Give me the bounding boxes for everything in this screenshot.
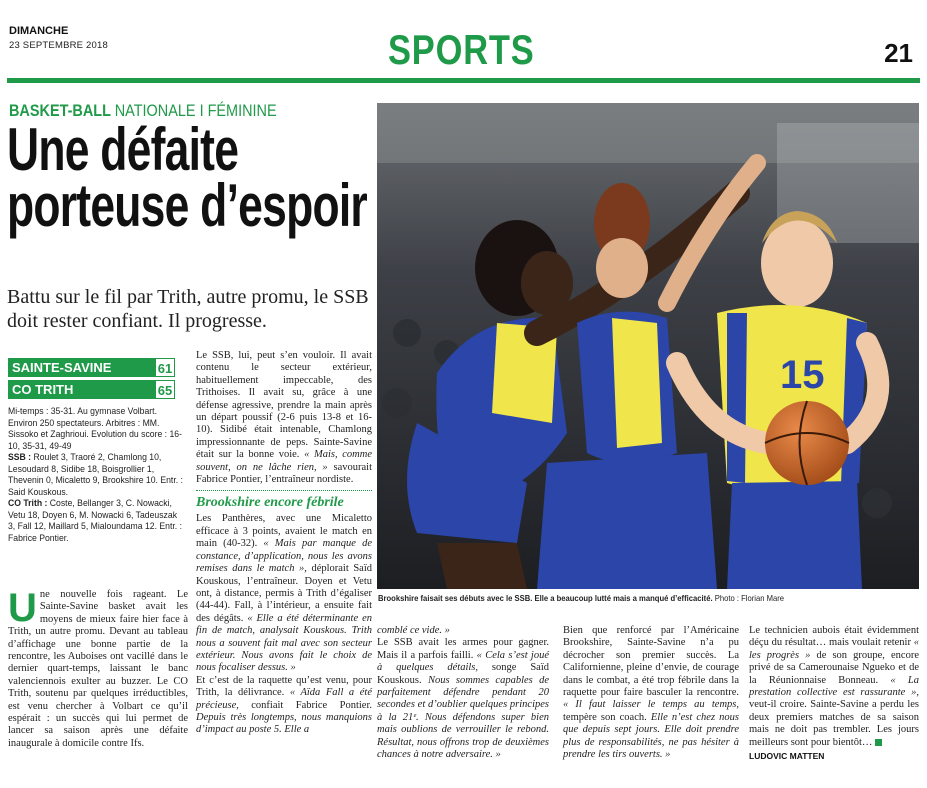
paragraph: Le SSB, lui, peut s’en vouloir. Il avait contenu le secteur extérieur, habituellement impeccable, des Trithoises. Il avait su, grâce à une défense agressive, prendre la main après un départ poussif (2-6 puis 13-8 et 16-10). Sidibé était intenable, Chamlong impressionnante de peps. Sainte-Savine était sur la bonne voie. « Mais, comme souvent, on ne lâche rien, » savourait Fabrice Pontier, l’entraîneur nordiste. xyxy=(196,350,372,486)
jersey-number: 15 xyxy=(780,353,825,397)
article-column-5 xyxy=(749,625,919,761)
scoreboard-home xyxy=(8,358,175,377)
photo-caption: Brookshire faisait ses débuts avec le SSB. Elle a beaucoup lutté mais a manqué d’efficacité. Photo : Florian Mare xyxy=(378,593,785,603)
end-mark-icon xyxy=(875,739,882,746)
fact-trith: CO Trith : Coste, Bellanger 3, C. Nowacki, Vetu 18, Doyen 6, M. Nowacki 6, Tadeuszak 3, Fall 12, Maillard 5, Mialoundama 12. Entr. : Fabrice Pontier. xyxy=(8,498,182,543)
drop-cap: U xyxy=(8,586,37,630)
kicker-sport: BASKET-BALL xyxy=(9,101,111,120)
header-date: 23 SEPTEMBRE 2018 xyxy=(9,40,108,51)
section-title: SPORTS xyxy=(388,26,535,73)
paragraph: Le technicien aubois était évidemment déçu du résultat… mais voulait retenir « les progrès » de son groupe, encore privé de sa Camerounaise Ngueko et de la Réunionnaise Bonneau. « La prestation collective est rassurante », veut-il croire. Sainte-Savine a perdu les deux premiers matches de sa saison mais ne doit pas trembler. Les jours meilleurs sont pour bientôt… xyxy=(749,625,920,748)
scoreboard-away xyxy=(8,380,175,399)
article-column-3 xyxy=(377,625,549,761)
fact-summary: Mi-temps : 35-31. Au gymnase Volbart. Environ 250 spectateurs. Arbitres : MM. Sissoko et Zaghrioui. Evolution du score : 16-10, 35-31, 49-49 xyxy=(8,406,182,451)
team-name: CO TRITH xyxy=(12,382,74,397)
article-column-1: Une nouvelle fois rageant. Le Sainte-Savine basket avait les moyens de mieux faire hier face à Trith, un autre promu. Devant au tableau d’affichage une bonne partie de la rencontre, les Auboises ont vacillé dans le dernier quart-temps, laissant le banc valenciennois exulter au buzzer. Le CO Trith, soutenu par quelques irréductibles, est venu chercher à Volbart ce qu’il espérait : un succès qui lui permet de lancer sa saison après une défaite inaugurale à domicile contre Ifs. xyxy=(8,586,188,749)
header-rule xyxy=(7,78,920,83)
fact-ssb: SSB : Roulet 3, Traoré 2, Chamlong 10, Lesoudard 8, Sidibe 18, Boisgrollier 1, Thevenin 0, Micaletto 9, Brookshire 10. Entr. : Said Kouskous. xyxy=(8,452,183,497)
article-column-2 xyxy=(196,350,372,737)
paragraph: Et c’est de la raquette qu’est venu, pour Trith, la délivrance. « Aïda Fall a été précieuse, confiait Fabrice Pontier. Depuis très longtemps, nous manquions d’impact au poste 5. Elle a xyxy=(196,674,372,736)
paragraph: Les Panthères, avec une Micaletto efficace à 3 points, avaient le match en main (40-32). « Mais par manque de constance, d’application, nous les avons remises dans le match », déplorait Saïd Kouskous, l’entraîneur. Doyen et Vetu ont, à distance, permis à Trith d’égaliser (44-44). Fall, à l’intérieur, a ensuite fait des dégâts. « Elle a été déterminante en fin de match, analysait Kouskous. Trith nous a souvent fait mal avec son secteur extérieur. Nous avons fait le choix de nous focaliser dessus. » xyxy=(196,513,372,674)
team-score: 61 xyxy=(155,358,175,377)
headline-line-1: Une défaite xyxy=(7,116,239,183)
lead-paragraph: Battu sur le fil par Trith, autre promu, le SSB doit rester confiant. Il progresse. xyxy=(7,286,369,332)
team-score: 65 xyxy=(155,380,175,399)
header-day: DIMANCHE xyxy=(9,25,69,37)
paragraph: Le SSB avait les armes pour gagner. Mais il a parfois failli. « Cela s’est joué à quelques détails, songe Saïd Kouskous. Nous sommes capables de parfaitement défendre pendant 20 secondes et d’oublier quelques principes à la 21ᵉ. Nous défendons super bien mais oublions de verrouiller le rebond. Résultat, nous offrons trop de deuxièmes chances à notre adversaire. » xyxy=(377,637,549,761)
subhead: Brookshire encore fébrile xyxy=(196,490,372,511)
paragraph: comblé ce vide. » xyxy=(377,625,450,636)
author-signature: LUDOVIC MATTEN xyxy=(749,751,825,762)
article-photo xyxy=(377,103,919,589)
paragraph: Bien que renforcé par l’Américaine Brookshire, Sainte-Savine n’a pu décrocher son premier succès. La Californienne, pleine d’envie, de courage dans le combat, a été trop fébrile dans la raquette pour faire basculer la rencontre. « Il faut laisser le temps au temps, tempère son coach. Elle n’est chez nous que depuis sept jours. Elle doit prendre plus de responsabilités, ne pas hésiter à prendre les tirs ouverts. » xyxy=(563,625,739,761)
kicker-league: NATIONALE I FÉMININE xyxy=(114,101,277,120)
fact-box xyxy=(8,406,185,544)
page-number: 21 xyxy=(884,38,913,68)
basketball xyxy=(765,401,849,485)
article-column-4 xyxy=(563,625,739,761)
headline xyxy=(7,116,377,239)
photo-credit: Photo : Florian Mare xyxy=(712,593,785,603)
basketball-photo xyxy=(377,103,919,589)
headline-line-2: porteuse d’espoir xyxy=(7,172,367,239)
team-name: SAINTE-SAVINE xyxy=(12,360,112,375)
